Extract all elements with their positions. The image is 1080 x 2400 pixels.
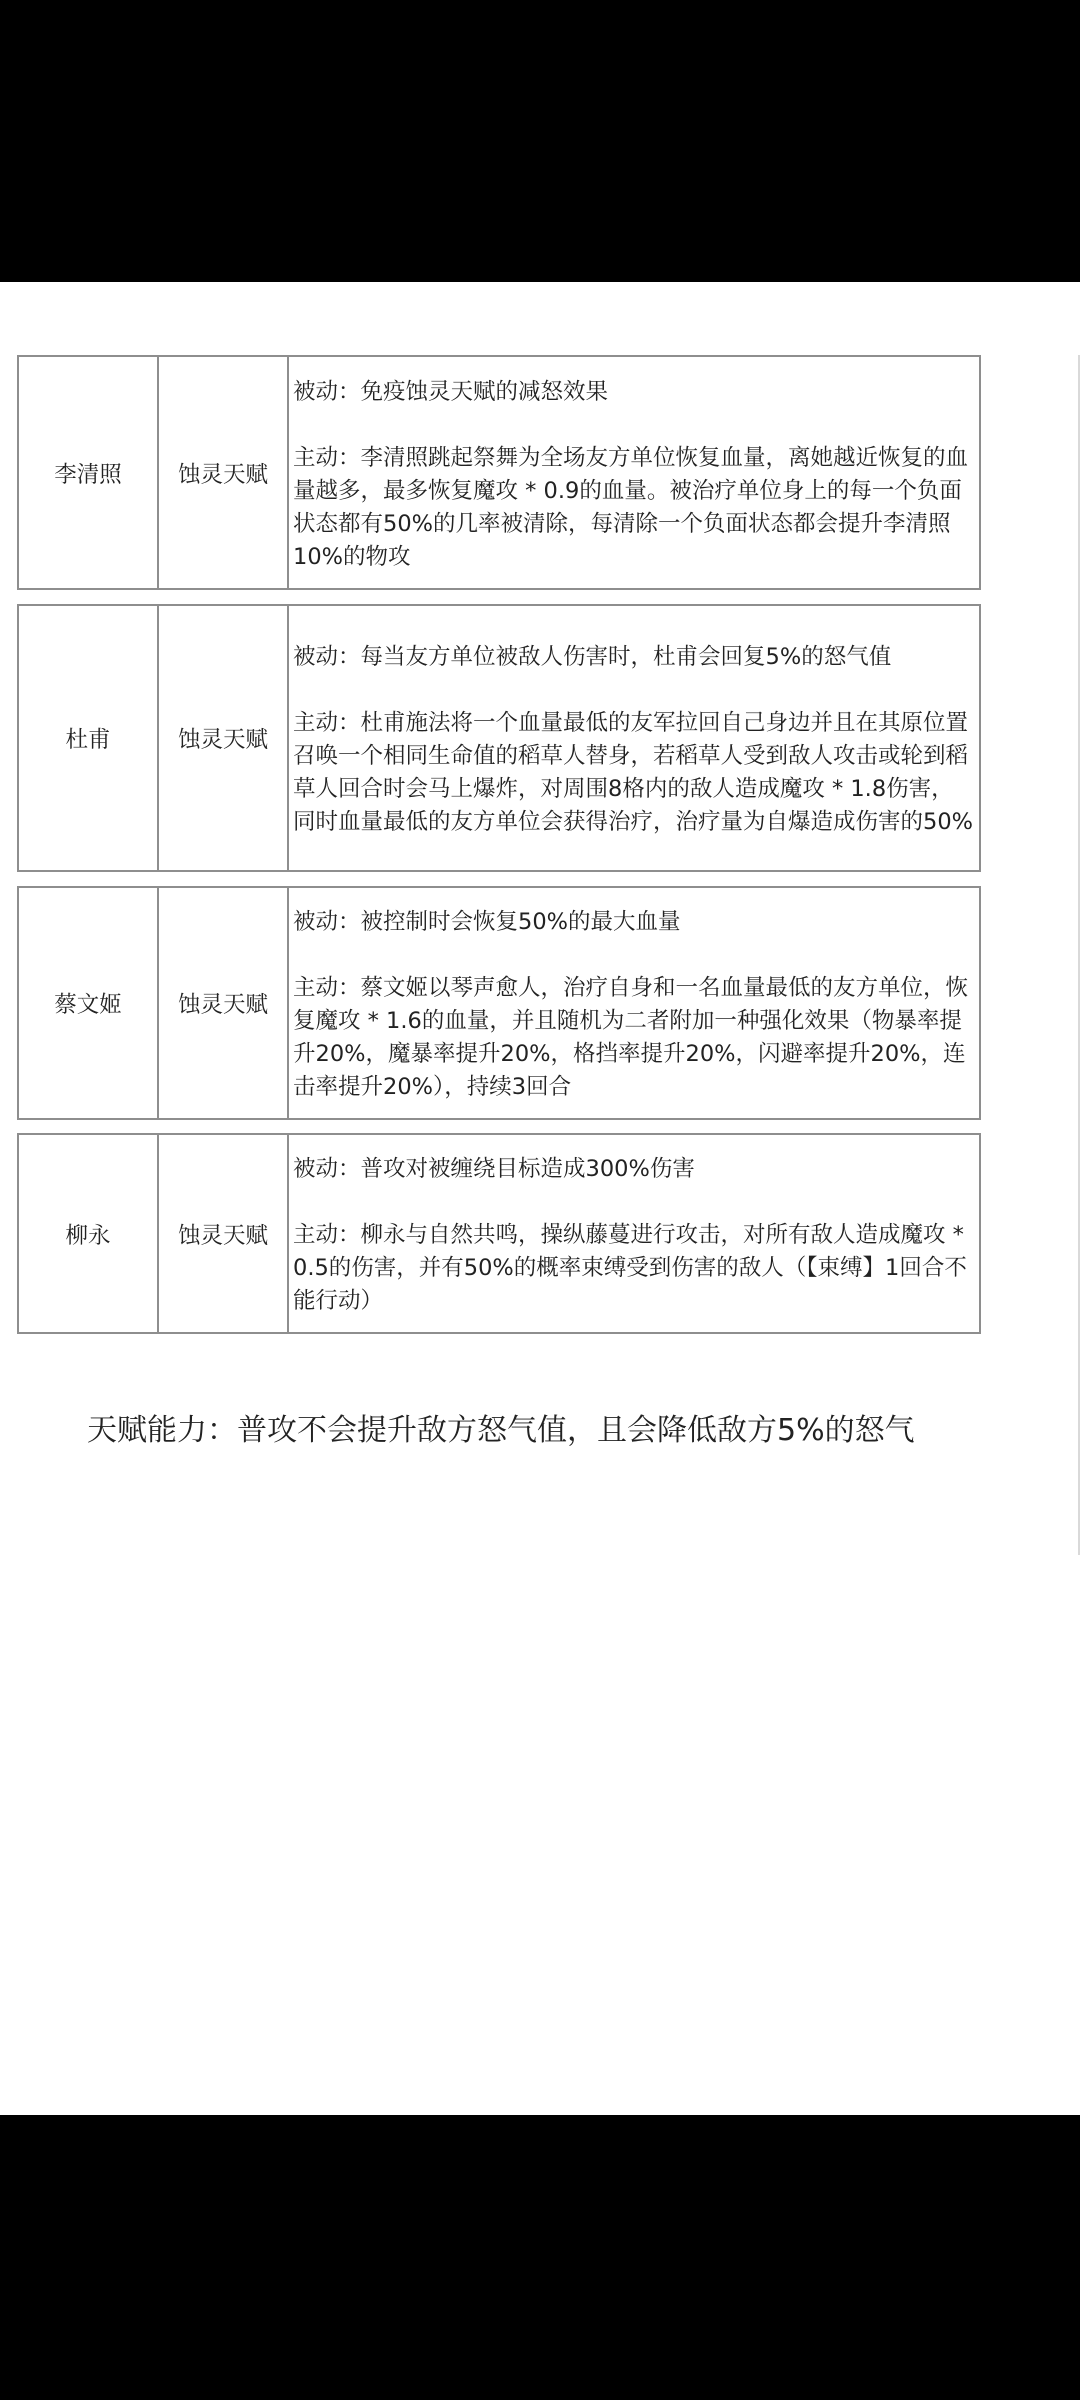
talent-table-row-2: [17, 604, 981, 872]
table-row: [18, 1134, 980, 1333]
passive-text: 被动：每当友方单位被敌人伤害时，杜甫会回复5%的怒气值: [293, 644, 892, 670]
bottom-black-bar: [0, 2115, 1080, 2400]
table-row: [18, 605, 980, 871]
hero-name: 蔡文姬: [18, 887, 158, 1119]
talent-description: [288, 1134, 980, 1333]
talent-table-row-4: [17, 1133, 981, 1334]
talent-category: 蚀灵天赋: [158, 356, 288, 589]
passive-text: 被动：免疫蚀灵天赋的减怒效果: [293, 378, 609, 405]
talent-description: [288, 605, 980, 871]
talent-category: 蚀灵天赋: [158, 605, 288, 871]
paragraph-gap: [293, 409, 975, 442]
talent-description: [288, 887, 980, 1119]
talent-table-row-3: [17, 886, 981, 1120]
talent-category: 蚀灵天赋: [158, 1134, 288, 1333]
active-text: 主动：李清照跳起祭舞为全场友方单位恢复血量，离她越近恢复的血量越多，最多恢复魔攻 * 0.9的血量。被治疗单位身上的每一个负面状态都有50%的几率被清除，每清除一个负面状态都会提升李清照10%的物攻: [293, 444, 969, 570]
talent-ability-note: 天赋能力：普攻不会提升敌方怒气值，且会降低敌方5%的怒气: [87, 1413, 915, 1448]
passive-text: 被动：普攻对被缠绕目标造成300%伤害: [293, 1156, 695, 1182]
hero-name: 杜甫: [18, 605, 158, 871]
paragraph-gap: [293, 1186, 975, 1219]
talent-table-row-1: [17, 355, 981, 590]
table-row: [18, 356, 980, 589]
table-row: [18, 887, 980, 1119]
talent-category: 蚀灵天赋: [158, 887, 288, 1119]
paragraph-gap: [293, 939, 975, 972]
active-text: 主动：柳永与自然共鸣，操纵藤蔓进行攻击，对所有敌人造成魔攻 * 0.5的伤害，并有50%的概率束缚受到伤害的敌人（【束缚】1回合不能行动）: [293, 1222, 967, 1314]
paragraph-gap: [293, 674, 975, 707]
passive-text: 被动：被控制时会恢复50%的最大血量: [293, 909, 681, 935]
top-black-bar: [0, 0, 1080, 282]
hero-name: 柳永: [18, 1134, 158, 1333]
hero-name: 李清照: [18, 356, 158, 589]
active-text: 主动：杜甫施法将一个血量最低的友军拉回自己身边并且在其原位置召唤一个相同生命值的稻草人替身，若稻草人受到敌人攻击或轮到稻草人回合时会马上爆炸，对周围8格内的敌人造成魔攻 * 1.8伤害，同时血量最低的友方单位会获得治疗，治疗量为自爆造成伤害的50%: [293, 710, 974, 835]
active-text: 主动：蔡文姬以琴声愈人，治疗自身和一名血量最低的友方单位，恢复魔攻 * 1.6的血量，并且随机为二者附加一种强化效果（物暴率提升20%，魔暴率提升20%，格挡率提升20%，闪避率提升20%，连击率提升20%），持续3回合: [293, 975, 969, 1100]
talent-description: [288, 356, 980, 589]
